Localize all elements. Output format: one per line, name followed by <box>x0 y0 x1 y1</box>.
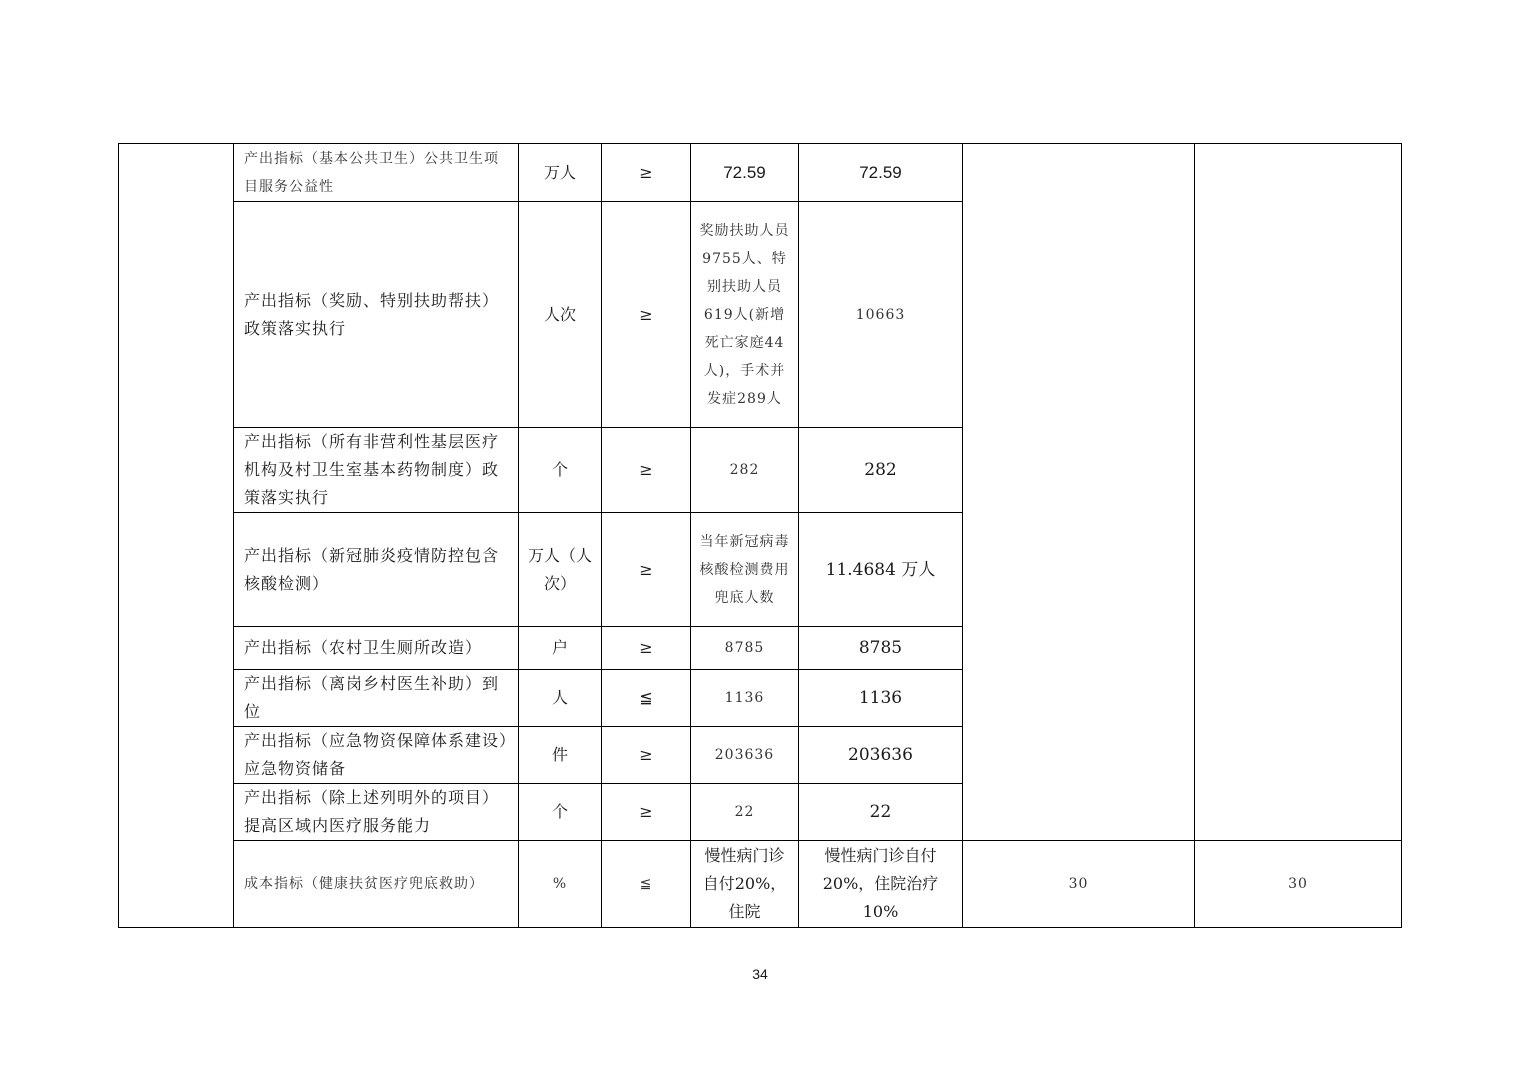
target-cell: 慢性病门诊自付20%，住院 <box>691 841 799 928</box>
target-cell: 282 <box>691 428 799 513</box>
table-row <box>119 144 1402 202</box>
indicator-cell: 产出指标（除上述列明外的项目）提高区域内医疗服务能力 <box>234 784 519 841</box>
operator-cell: ≥ <box>602 627 691 670</box>
target-cell: 1136 <box>691 670 799 727</box>
unit-cell: 个 <box>519 784 602 841</box>
actual-cell: 203636 <box>799 727 963 784</box>
target-cell: 203636 <box>691 727 799 784</box>
weight-cell <box>963 144 1195 841</box>
actual-cell: 慢性病门诊自付20%，住院治疗10% <box>799 841 963 928</box>
actual-cell: 282 <box>799 428 963 513</box>
indicator-cell: 产出指标（农村卫生厕所改造） <box>234 627 519 670</box>
indicator-cell: 产出指标（基本公共卫生）公共卫生项目服务公益性 <box>234 144 519 202</box>
score-cell: 30 <box>1195 841 1402 928</box>
indicator-cell: 产出指标（所有非营利性基层医疗机构及村卫生室基本药物制度）政策落实执行 <box>234 428 519 513</box>
actual-cell: 10663 <box>799 202 963 428</box>
operator-cell: ≥ <box>602 202 691 428</box>
indicator-cell: 成本指标（健康扶贫医疗兜底救助） <box>234 841 519 928</box>
target-cell: 22 <box>691 784 799 841</box>
table-row <box>119 841 1402 928</box>
weight-cell: 30 <box>963 841 1195 928</box>
score-cell <box>1195 144 1402 841</box>
indicator-cell: 产出指标（新冠肺炎疫情防控包含核酸检测） <box>234 513 519 627</box>
unit-cell: 万人（人次） <box>519 513 602 627</box>
page-number: 34 <box>752 966 768 982</box>
operator-cell: ≥ <box>602 428 691 513</box>
unit-cell: 万人 <box>519 144 602 202</box>
unit-cell: % <box>519 841 602 928</box>
target-cell: 72.59 <box>691 144 799 202</box>
target-cell: 奖励扶助人员9755人、特别扶助人员619人(新增死亡家庭44人)，手术并发症289人 <box>691 202 799 428</box>
performance-indicator-table <box>118 143 1402 928</box>
operator-cell: ≥ <box>602 727 691 784</box>
operator-cell: ≥ <box>602 513 691 627</box>
target-cell: 8785 <box>691 627 799 670</box>
actual-cell: 72.59 <box>799 144 963 202</box>
operator-cell: ≦ <box>602 670 691 727</box>
actual-cell: 8785 <box>799 627 963 670</box>
actual-cell: 11.4684 万人 <box>799 513 963 627</box>
operator-cell: ≦ <box>602 841 691 928</box>
indicator-cell: 产出指标（离岗乡村医生补助）到位 <box>234 670 519 727</box>
actual-cell: 22 <box>799 784 963 841</box>
category-cell <box>119 144 234 928</box>
unit-cell: 个 <box>519 428 602 513</box>
actual-cell: 1136 <box>799 670 963 727</box>
operator-cell: ≥ <box>602 784 691 841</box>
unit-cell: 人次 <box>519 202 602 428</box>
target-cell: 当年新冠病毒核酸检测费用兜底人数 <box>691 513 799 627</box>
indicator-cell: 产出指标（奖励、特别扶助帮扶）政策落实执行 <box>234 202 519 428</box>
unit-cell: 人 <box>519 670 602 727</box>
unit-cell: 件 <box>519 727 602 784</box>
indicator-cell: 产出指标（应急物资保障体系建设）应急物资储备 <box>234 727 519 784</box>
unit-cell: 户 <box>519 627 602 670</box>
operator-cell: ≥ <box>602 144 691 202</box>
